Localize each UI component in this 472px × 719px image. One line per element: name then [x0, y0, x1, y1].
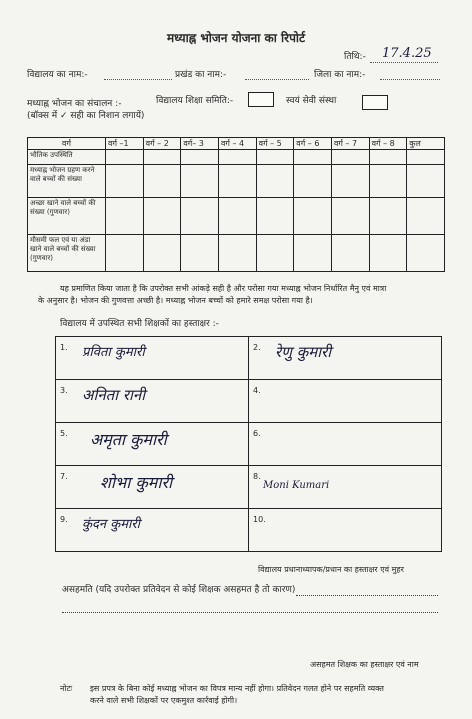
- data-cell[interactable]: [106, 150, 144, 164]
- ngo-checkbox[interactable]: [362, 95, 388, 110]
- note-line-2: करने वाले सभी शिक्षकों पर एकमुश्त कार्रवाई होगी।: [90, 696, 238, 705]
- table-row: [28, 150, 445, 164]
- data-cell[interactable]: [143, 234, 181, 271]
- signature-text: शोभा कुमारी: [100, 473, 173, 492]
- row-label: अच्छा खाने वाले बच्चों की संख्या (गुणवार): [28, 197, 106, 234]
- signature-row: [56, 509, 442, 552]
- signature-cell-9[interactable]: [56, 509, 249, 552]
- signatures-heading: विद्यालय में उपस्थित सभी शिक्षकों का हस्ताक्षर :-: [60, 319, 219, 329]
- signature-text: प्रविता कुमारी: [82, 345, 145, 360]
- dissent-signature-label: असहमत शिक्षक का हस्ताक्षर एवं नाम: [310, 660, 419, 669]
- signature-cell-3[interactable]: [56, 380, 249, 423]
- table-row: [28, 197, 445, 234]
- date-line: [370, 62, 438, 63]
- date-value[interactable]: 17.4.25: [382, 46, 432, 61]
- data-cell[interactable]: [256, 197, 294, 234]
- checkbox-note: (बॉक्स में ✓ सही का निशान लगायें): [27, 111, 145, 121]
- table-header-row: [28, 138, 445, 150]
- data-cell[interactable]: [294, 164, 332, 197]
- signature-number: 6.: [253, 429, 261, 438]
- committee-checkbox[interactable]: [248, 92, 274, 107]
- data-cell[interactable]: [369, 164, 407, 197]
- signature-number: 7.: [60, 472, 68, 481]
- signature-table: [55, 336, 442, 552]
- data-cell[interactable]: [407, 164, 445, 197]
- signature-cell-10[interactable]: [249, 509, 442, 552]
- disagreement-label: असहमति (यदि उपरोक्त प्रतिवेदन से कोई शिक्षक असहमत है तो कारण): [62, 585, 296, 595]
- signature-number: 2.: [253, 343, 261, 352]
- header-cell: वर्ग – 6: [294, 138, 332, 150]
- district-field[interactable]: [380, 79, 440, 80]
- data-cell[interactable]: [407, 150, 445, 164]
- signature-cell-6[interactable]: [249, 423, 442, 466]
- date-label: तिथि:-: [344, 52, 366, 62]
- data-cell[interactable]: [218, 234, 256, 271]
- data-cell[interactable]: [294, 234, 332, 271]
- data-cell[interactable]: [294, 197, 332, 234]
- operation-option-committee: विद्यालय शिक्षा समिति:-: [156, 96, 234, 106]
- principal-signature-label: विद्यालय प्रधानाध्यापक/प्रधान का हस्ताक्षर एवं मुहर: [258, 565, 404, 574]
- row-label: मौसमी फल एवं या अंडा खाने वाले बच्चों की संख्या (गुणवार): [28, 234, 106, 271]
- data-cell[interactable]: [143, 150, 181, 164]
- district-label: जिला का नाम:-: [314, 70, 366, 80]
- data-cell[interactable]: [256, 150, 294, 164]
- data-cell[interactable]: [369, 197, 407, 234]
- school-label: विद्यालय का नाम:-: [27, 70, 88, 80]
- data-cell[interactable]: [331, 234, 369, 271]
- signature-number: 8.: [253, 472, 261, 481]
- signature-row: [56, 337, 442, 380]
- signature-number: 4.: [253, 386, 261, 395]
- data-cell[interactable]: [294, 150, 332, 164]
- data-cell[interactable]: [106, 234, 144, 271]
- disagreement-line-2[interactable]: [62, 612, 438, 613]
- data-cell[interactable]: [143, 164, 181, 197]
- signature-row: [56, 466, 442, 509]
- block-field[interactable]: [245, 79, 309, 80]
- data-cell[interactable]: [218, 164, 256, 197]
- signature-number: 9.: [60, 515, 68, 524]
- certification-line-2: के अनुसार है। भोजन की गुणवत्ता अच्छी है। मध्याह्न भोजन बच्चों को हमारे समक्ष परोसा गया है।: [38, 296, 313, 305]
- data-cell[interactable]: [181, 164, 219, 197]
- data-cell[interactable]: [181, 234, 219, 271]
- data-cell[interactable]: [218, 197, 256, 234]
- table-row: [28, 164, 445, 197]
- header-cell: वर्ग – 7: [331, 138, 369, 150]
- signature-number: 1.: [60, 343, 68, 352]
- signature-number: 3.: [60, 386, 68, 395]
- signature-text: रेणु कुमारी: [275, 343, 332, 361]
- data-cell[interactable]: [106, 197, 144, 234]
- signature-text: Moni Kumari: [263, 480, 330, 491]
- data-cell[interactable]: [369, 234, 407, 271]
- data-cell[interactable]: [407, 197, 445, 234]
- header-cell: कुल: [407, 138, 445, 150]
- signature-row: [56, 423, 442, 466]
- signature-cell-5[interactable]: [56, 423, 249, 466]
- header-cell: वर्ग: [28, 138, 106, 150]
- signature-cell-2[interactable]: [249, 337, 442, 380]
- operation-option-ngo: स्वयं सेवी संस्था: [286, 96, 337, 106]
- header-cell: वर्ग – 8: [369, 138, 407, 150]
- data-cell[interactable]: [256, 234, 294, 271]
- signature-row: [56, 380, 442, 423]
- certification-line-1: यह प्रमाणित किया जाता है कि उपरोक्त सभी आंकड़े सही है और परोसा गया मध्याह्न भोजन निर्धारित मैनु एवं मात्रा: [60, 284, 387, 293]
- data-cell[interactable]: [407, 234, 445, 271]
- signature-text: अनिता रानी: [82, 386, 146, 404]
- header-cell: वर्ग –1: [106, 138, 144, 150]
- header-cell: वर्ग– 3: [181, 138, 219, 150]
- meal-report-table: [27, 137, 445, 272]
- data-cell[interactable]: [181, 197, 219, 234]
- signature-cell-7[interactable]: [56, 466, 249, 509]
- note-line-1: इस प्रपत्र के बिना कोई मध्याह्न भोजन का विपत्र मान्य नहीं होगा। प्रतिवेदन गलत होने पर सहमति व्यक्त: [90, 684, 384, 693]
- signature-text: कुंदन कुमारी: [82, 517, 141, 532]
- row-label: भौतिक उपस्थिति: [28, 150, 106, 164]
- signature-cell-1[interactable]: [56, 337, 249, 380]
- signature-number: 10.: [253, 515, 266, 524]
- data-cell[interactable]: [331, 197, 369, 234]
- signature-text: अमृता कुमारी: [90, 430, 167, 449]
- data-cell[interactable]: [181, 150, 219, 164]
- data-cell[interactable]: [143, 197, 181, 234]
- school-field[interactable]: [104, 79, 172, 80]
- signature-number: 5.: [60, 429, 68, 438]
- header-cell: वर्ग – 5: [256, 138, 294, 150]
- header-cell: वर्ग – 4: [218, 138, 256, 150]
- data-cell[interactable]: [331, 150, 369, 164]
- data-cell[interactable]: [218, 150, 256, 164]
- data-cell[interactable]: [256, 164, 294, 197]
- page-title: मध्याह्न भोजन योजना का रिपोर्ट: [166, 31, 306, 45]
- note-label: नोटः: [60, 684, 73, 693]
- data-cell[interactable]: [331, 164, 369, 197]
- block-label: प्रखंड का नाम:-: [175, 70, 227, 80]
- signature-cell-8[interactable]: [249, 466, 442, 509]
- header-cell: वर्ग – 2: [143, 138, 181, 150]
- data-cell[interactable]: [106, 164, 144, 197]
- signature-cell-4[interactable]: [249, 380, 442, 423]
- disagreement-line[interactable]: [296, 595, 438, 596]
- row-label: मध्याह्न भोजन ग्रहण करने वाले बच्चों की संख्या: [28, 164, 106, 197]
- table-row: [28, 234, 445, 271]
- data-cell[interactable]: [369, 150, 407, 164]
- operation-label: मध्याह्न भोजन का संचालन :-: [27, 99, 122, 109]
